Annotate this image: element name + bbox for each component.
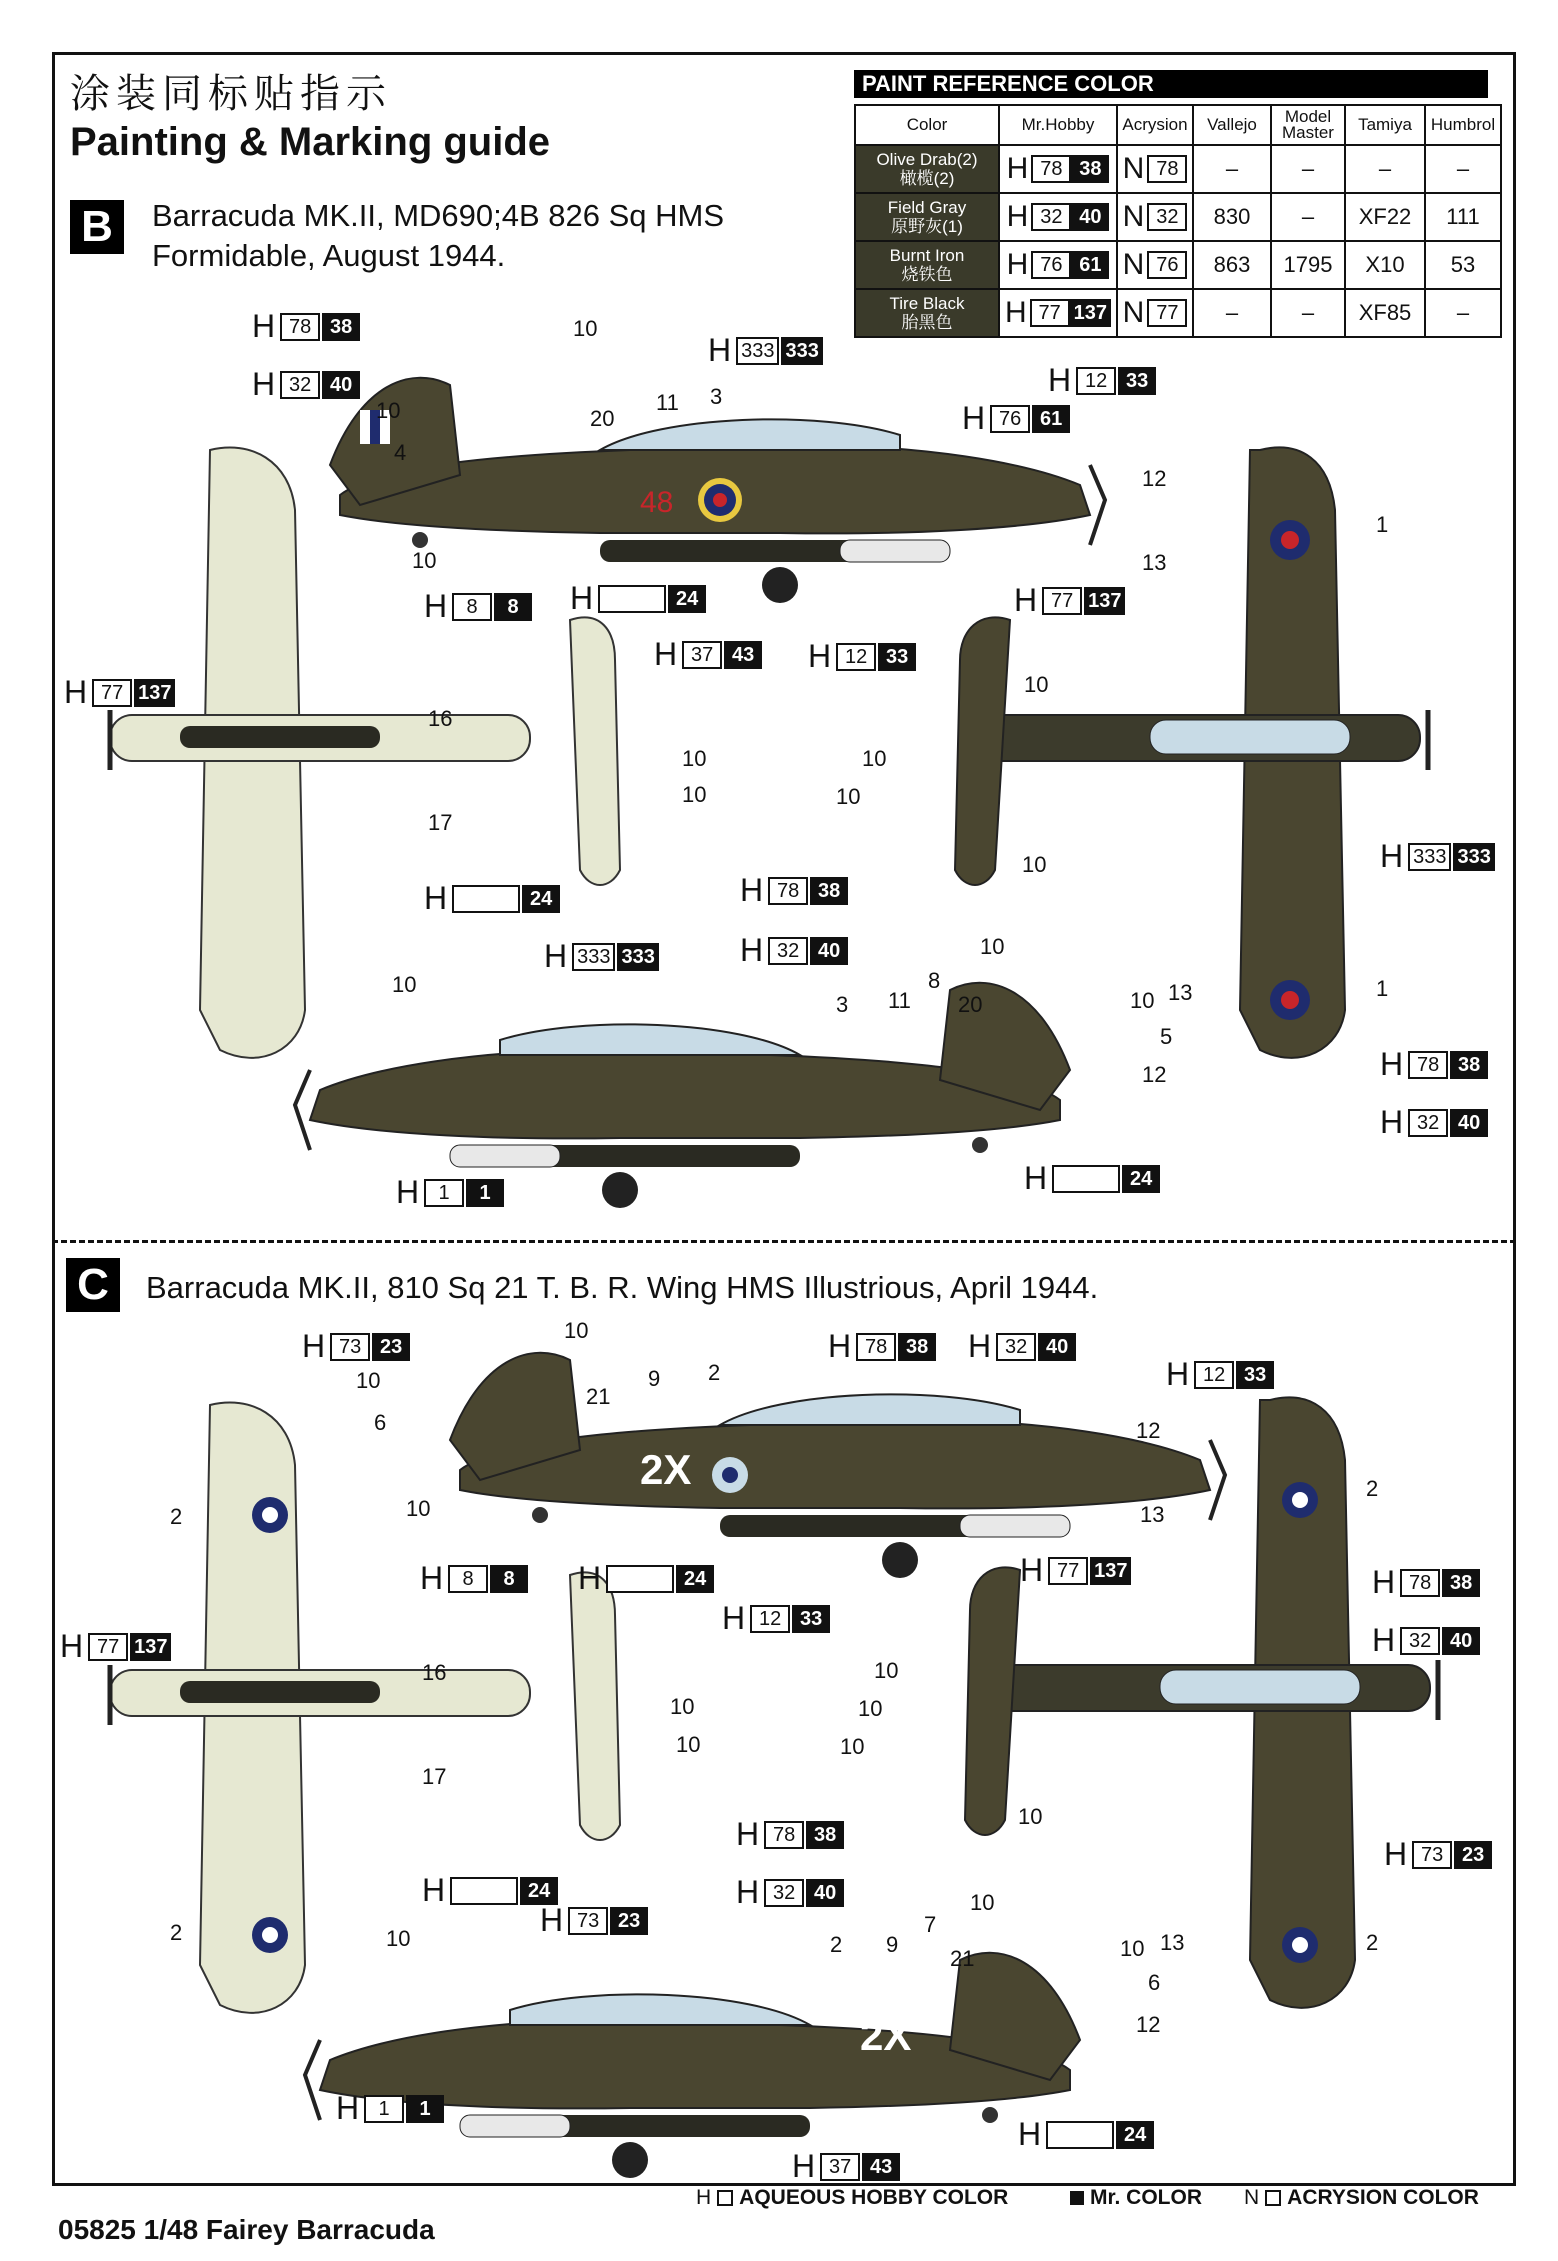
mr-color-code: 24 xyxy=(522,885,560,913)
mr-color-code: 23 xyxy=(610,1907,648,1935)
hobby-code: 77 xyxy=(92,679,132,707)
h-prefix: H xyxy=(740,932,764,968)
part-number: 13 xyxy=(1168,980,1193,1005)
paint-callout xyxy=(544,938,659,975)
hobby-code: 32 xyxy=(280,371,320,399)
n-prefix: N xyxy=(1122,200,1145,233)
col-acrysion: Acrysion xyxy=(1117,105,1193,145)
part-number: 10 xyxy=(356,1368,381,1393)
scheme-c-right-side-view xyxy=(305,1953,1080,2178)
mr-color-code: 33 xyxy=(1118,367,1156,395)
hobby-code: 8 xyxy=(448,1565,488,1593)
part-number: 20 xyxy=(590,406,615,431)
part-number: 10 xyxy=(412,548,437,573)
part-number: 12 xyxy=(1142,466,1167,491)
part-number: 1 xyxy=(1376,512,1389,537)
part-number: 2 xyxy=(708,1360,721,1385)
paint-callout xyxy=(396,1174,504,1211)
color-name-cn: 原野灰(1) xyxy=(891,217,963,236)
part-number: 10 xyxy=(386,1926,411,1951)
h-prefix: H xyxy=(1006,152,1029,185)
h-prefix: H xyxy=(578,1560,602,1596)
paint-callout xyxy=(1048,362,1156,399)
h-prefix: H xyxy=(540,1902,564,1938)
part-number: 20 xyxy=(958,992,983,1017)
legend-mr-color xyxy=(1070,2186,1202,2210)
h-prefix: H xyxy=(1048,362,1072,398)
h-prefix: H xyxy=(808,638,832,674)
paint-callout xyxy=(968,1328,1076,1365)
n-prefix: N xyxy=(1122,152,1145,185)
paint-callout xyxy=(570,580,706,617)
paint-table-title: PAINT REFERENCE COLOR xyxy=(854,70,1488,98)
scheme-c-fuselage-code-left: 2X xyxy=(640,1446,692,1493)
part-number: 10 xyxy=(862,746,887,771)
h-prefix: H xyxy=(252,308,276,344)
part-number: 13 xyxy=(1160,1930,1185,1955)
hobby-code: 32 xyxy=(1408,1109,1448,1137)
paint-callout xyxy=(302,1328,410,1365)
paint-callout xyxy=(1024,1160,1160,1197)
col-model-master: Model Master xyxy=(1271,105,1345,145)
col-mr-hobby: Mr.Hobby xyxy=(999,105,1117,145)
part-number: 10 xyxy=(874,1658,899,1683)
humbrol-cell: 53 xyxy=(1425,241,1501,289)
checkbox-icon xyxy=(717,2190,733,2206)
part-number: 10 xyxy=(1130,988,1155,1013)
paint-callout xyxy=(1372,1564,1480,1601)
h-prefix: H xyxy=(722,1600,746,1636)
scheme-c-description: Barracuda MK.II, 810 Sq 21 T. B. R. Wing HMS Illustrious, April 1944. xyxy=(146,1270,1099,1305)
paint-callout xyxy=(828,1328,936,1365)
paint-callout xyxy=(420,1560,528,1597)
h-prefix: H xyxy=(424,880,448,916)
mr-color-code: 137 xyxy=(1084,587,1125,615)
h-prefix: H xyxy=(1372,1564,1396,1600)
vallejo-cell: 830 xyxy=(1193,193,1271,241)
white-swatch xyxy=(598,585,666,613)
hobby-code: 333 xyxy=(572,943,615,971)
mr-color-code: 40 xyxy=(806,1879,844,1907)
paint-callout xyxy=(252,366,360,403)
mr-color-code: 38 xyxy=(1442,1569,1480,1597)
mr-color-code: 38 xyxy=(810,877,848,905)
h-prefix: H xyxy=(396,1174,420,1210)
h-prefix: H xyxy=(736,1816,760,1852)
part-number: 10 xyxy=(1024,672,1049,697)
hobby-code: 32 xyxy=(1400,1627,1440,1655)
paint-callout xyxy=(962,400,1070,437)
mr-color-code: 23 xyxy=(372,1333,410,1361)
white-swatch xyxy=(452,885,520,913)
legend-acrysion xyxy=(1244,2186,1479,2210)
mr-color-code: 43 xyxy=(862,2153,900,2181)
hobby-code: 78 xyxy=(856,1333,896,1361)
part-number: 10 xyxy=(564,1318,589,1343)
hobby-code: 78 xyxy=(280,313,320,341)
legend-aqueous-label: AQUEOUS HOBBY COLOR xyxy=(739,2186,1009,2209)
part-number: 6 xyxy=(1148,1970,1161,1995)
acrysion-code: 78 xyxy=(1147,155,1187,183)
h-prefix: H xyxy=(968,1328,992,1364)
part-number: 8 xyxy=(928,968,941,993)
part-number: 6 xyxy=(374,1410,387,1435)
h-prefix: H xyxy=(654,636,678,672)
part-number: 17 xyxy=(428,810,453,835)
mr-color-code: 137 xyxy=(1090,1557,1131,1585)
acrysion-code: 77 xyxy=(1147,299,1187,327)
scheme-c-left-side-view xyxy=(450,1353,1225,1578)
part-number: 21 xyxy=(586,1384,611,1409)
hobby-code: 32 xyxy=(764,1879,804,1907)
hobby-code: 37 xyxy=(820,2153,860,2181)
paint-callout xyxy=(654,636,762,673)
h-prefix: H xyxy=(828,1328,852,1364)
white-swatch xyxy=(1052,1165,1120,1193)
paint-callout xyxy=(60,1628,171,1665)
hobby-code: 73 xyxy=(330,1333,370,1361)
paint-callout xyxy=(64,674,175,711)
tamiya-cell: XF22 xyxy=(1345,193,1425,241)
col-color: Color xyxy=(855,105,999,145)
color-name-cn: 胎黑色 xyxy=(901,313,953,332)
part-number: 21 xyxy=(950,1946,975,1971)
mr-color-code: 8 xyxy=(494,593,532,621)
paint-callout xyxy=(1380,1046,1488,1083)
part-number: 3 xyxy=(836,992,849,1017)
hobby-code: 37 xyxy=(682,641,722,669)
title-chinese: 涂装同标贴指示 xyxy=(70,71,392,117)
part-number: 7 xyxy=(924,1912,937,1937)
part-number: 2 xyxy=(1366,1476,1379,1501)
humbrol-cell: – xyxy=(1425,289,1501,337)
part-number: 10 xyxy=(1022,852,1047,877)
mr-color-code: 8 xyxy=(490,1565,528,1593)
color-name-cn: 烧铁色 xyxy=(901,265,953,284)
col-humbrol: Humbrol xyxy=(1425,105,1501,145)
part-number: 13 xyxy=(1142,550,1167,575)
paint-callout xyxy=(736,1874,844,1911)
acrysion-code: 32 xyxy=(1147,203,1187,231)
h-prefix: H xyxy=(1166,1356,1190,1392)
h-prefix: H xyxy=(60,1628,84,1664)
mr-color-code: 38 xyxy=(1071,155,1109,183)
vallejo-cell: – xyxy=(1193,145,1271,193)
paint-callout xyxy=(1380,838,1495,875)
hobby-code: 77 xyxy=(1030,299,1070,327)
part-number: 13 xyxy=(1140,1502,1165,1527)
h-prefix: H xyxy=(1384,1836,1408,1872)
hobby-code: 78 xyxy=(768,877,808,905)
part-number: 12 xyxy=(1136,2012,1161,2037)
h-prefix: H xyxy=(1380,1104,1404,1140)
paint-callout xyxy=(424,588,532,625)
part-number: 10 xyxy=(970,1890,995,1915)
n-prefix: N xyxy=(1122,248,1145,281)
humbrol-cell: 111 xyxy=(1425,193,1501,241)
legend-acrysion-label: ACRYSION COLOR xyxy=(1287,2186,1479,2209)
h-prefix: H xyxy=(570,580,594,616)
mr-color-code: 61 xyxy=(1071,251,1109,279)
title-english: Painting & Marking guide xyxy=(70,120,551,164)
h-prefix: H xyxy=(252,366,276,402)
part-number: 10 xyxy=(392,972,417,997)
scheme-b-badge: B xyxy=(70,200,124,254)
mr-color-code: 33 xyxy=(1236,1361,1274,1389)
h-prefix: H xyxy=(792,2148,816,2184)
h-prefix: H xyxy=(1380,838,1404,874)
paint-callout xyxy=(740,872,848,909)
part-number: 10 xyxy=(682,746,707,771)
hobby-code: 77 xyxy=(1048,1557,1088,1585)
hobby-code: 77 xyxy=(1042,587,1082,615)
mr-color-code: 40 xyxy=(810,937,848,965)
legend-n-symbol: N xyxy=(1244,2186,1260,2209)
mr-color-code: 40 xyxy=(1038,1333,1076,1361)
paint-callout xyxy=(740,932,848,969)
model-master-cell: – xyxy=(1271,145,1345,193)
acrysion-code: 76 xyxy=(1147,251,1187,279)
mr-color-code: 137 xyxy=(1070,299,1111,327)
h-prefix: H xyxy=(422,1872,446,1908)
white-swatch xyxy=(606,1565,674,1593)
hobby-code: 32 xyxy=(768,937,808,965)
mr-color-code: 40 xyxy=(322,371,360,399)
part-number: 9 xyxy=(648,1366,661,1391)
hobby-code: 76 xyxy=(990,405,1030,433)
part-number: 10 xyxy=(980,934,1005,959)
color-name-cn: 橄榄(2) xyxy=(899,169,955,188)
h-prefix: H xyxy=(64,674,88,710)
paint-callout xyxy=(808,638,916,675)
part-number: 4 xyxy=(394,440,407,465)
part-number: 10 xyxy=(676,1732,701,1757)
paint-callout xyxy=(1372,1622,1480,1659)
hobby-code: 12 xyxy=(1076,367,1116,395)
mr-color-code: 333 xyxy=(781,337,822,365)
paint-callout xyxy=(1014,582,1125,619)
color-name-en: Olive Drab(2) xyxy=(876,150,978,169)
vallejo-cell: 863 xyxy=(1193,241,1271,289)
hobby-code: 1 xyxy=(364,2095,404,2123)
color-name-en: Tire Black xyxy=(889,294,965,313)
color-name-en: Field Gray xyxy=(887,198,967,217)
mr-color-code: 24 xyxy=(520,1877,558,1905)
mr-color-code: 38 xyxy=(1450,1051,1488,1079)
mr-color-code: 33 xyxy=(878,643,916,671)
checkbox-icon xyxy=(1265,2190,1281,2206)
part-number: 2 xyxy=(830,1932,843,1957)
part-number: 1 xyxy=(1376,976,1389,1001)
h-prefix: H xyxy=(1018,2116,1042,2152)
hobby-code: 12 xyxy=(836,643,876,671)
hobby-code: 76 xyxy=(1031,251,1071,279)
mr-color-code: 40 xyxy=(1071,203,1109,231)
h-prefix: H xyxy=(1006,248,1029,281)
hobby-code: 78 xyxy=(1408,1051,1448,1079)
paint-callout xyxy=(578,1560,714,1597)
scheme-b-line2: Formidable, August 1944. xyxy=(152,238,506,273)
mr-color-code: 40 xyxy=(1450,1109,1488,1137)
paint-callout xyxy=(1166,1356,1274,1393)
hobby-code: 77 xyxy=(88,1633,128,1661)
mr-color-code: 24 xyxy=(668,585,706,613)
mr-color-code: 137 xyxy=(134,679,175,707)
mr-color-code: 24 xyxy=(676,1565,714,1593)
vallejo-cell: – xyxy=(1193,289,1271,337)
paint-callout xyxy=(252,308,360,345)
hobby-code: 8 xyxy=(452,593,492,621)
paint-callout xyxy=(422,1872,558,1909)
paint-callout xyxy=(1380,1104,1488,1141)
mr-color-code: 61 xyxy=(1032,405,1070,433)
part-number: 10 xyxy=(406,1496,431,1521)
part-number: 2 xyxy=(1366,1930,1379,1955)
tamiya-cell: – xyxy=(1345,145,1425,193)
paint-callout xyxy=(722,1600,830,1637)
n-prefix: N xyxy=(1122,296,1145,329)
col-tamiya: Tamiya xyxy=(1345,105,1425,145)
hobby-code: 333 xyxy=(1408,843,1451,871)
hobby-code: 73 xyxy=(1412,1841,1452,1869)
mr-color-code: 33 xyxy=(792,1605,830,1633)
scheme-b-topside-view xyxy=(955,448,1428,1058)
mr-color-code: 1 xyxy=(466,1179,504,1207)
hobby-code: 78 xyxy=(1400,1569,1440,1597)
white-swatch xyxy=(450,1877,518,1905)
h-prefix: H xyxy=(1004,296,1027,329)
footer-product-code: 05825 1/48 Fairey Barracuda xyxy=(58,2214,435,2245)
hobby-code: 78 xyxy=(1031,155,1071,183)
paint-callout xyxy=(708,332,823,369)
paint-callout xyxy=(336,2090,444,2127)
hobby-code: 73 xyxy=(568,1907,608,1935)
part-number: 9 xyxy=(886,1932,899,1957)
part-number: 10 xyxy=(1018,1804,1043,1829)
model-master-cell: – xyxy=(1271,193,1345,241)
mr-color-code: 23 xyxy=(1454,1841,1492,1869)
model-master-cell: – xyxy=(1271,289,1345,337)
mr-color-code: 24 xyxy=(1116,2121,1154,2149)
mr-color-code: 40 xyxy=(1442,1627,1480,1655)
hobby-code: 32 xyxy=(996,1333,1036,1361)
mr-color-code: 38 xyxy=(806,1821,844,1849)
hobby-code: 1 xyxy=(424,1179,464,1207)
color-name-en: Burnt Iron xyxy=(889,246,965,265)
part-number: 2 xyxy=(170,1920,183,1945)
mr-color-code: 333 xyxy=(1453,843,1494,871)
mr-color-code: 38 xyxy=(322,313,360,341)
paint-callout xyxy=(792,2148,900,2185)
h-prefix: H xyxy=(740,872,764,908)
h-prefix: H xyxy=(962,400,986,436)
part-number: 5 xyxy=(1160,1024,1173,1049)
h-prefix: H xyxy=(420,1560,444,1596)
paint-callout xyxy=(424,880,560,917)
part-number: 16 xyxy=(422,1660,447,1685)
mr-color-code: 333 xyxy=(617,943,658,971)
part-number: 12 xyxy=(1142,1062,1167,1087)
h-prefix: H xyxy=(1024,1160,1048,1196)
legend-mr-color-label: Mr. COLOR xyxy=(1090,2186,1203,2209)
mr-color-code: 137 xyxy=(130,1633,171,1661)
h-prefix: H xyxy=(1014,582,1038,618)
part-number: 17 xyxy=(422,1764,447,1789)
part-number: 10 xyxy=(858,1696,883,1721)
paint-callout xyxy=(1018,2116,1154,2153)
legend-aqueous xyxy=(696,2186,1008,2210)
scheme-b-fuselage-code-left: 48 xyxy=(640,486,674,519)
h-prefix: H xyxy=(1020,1552,1044,1588)
mr-color-code: 43 xyxy=(724,641,762,669)
col-vallejo: Vallejo xyxy=(1193,105,1271,145)
scheme-c-badge: C xyxy=(66,1258,120,1312)
part-number: 11 xyxy=(888,988,911,1013)
h-prefix: H xyxy=(736,1874,760,1910)
part-number: 10 xyxy=(573,316,598,341)
white-swatch xyxy=(1046,2121,1114,2149)
part-number: 10 xyxy=(670,1694,695,1719)
hobby-code: 12 xyxy=(750,1605,790,1633)
tamiya-cell: XF85 xyxy=(1345,289,1425,337)
humbrol-cell: – xyxy=(1425,145,1501,193)
scheme-c-fuselage-code-right: 2X xyxy=(860,2012,912,2059)
tamiya-cell: X10 xyxy=(1345,241,1425,289)
part-number: 12 xyxy=(1136,1418,1161,1443)
h-prefix: H xyxy=(544,938,568,974)
hobby-code: 333 xyxy=(736,337,779,365)
mr-color-code: 1 xyxy=(406,2095,444,2123)
h-prefix: H xyxy=(1006,200,1029,233)
hobby-code: 78 xyxy=(764,1821,804,1849)
paint-callout xyxy=(1020,1552,1131,1589)
paint-callout xyxy=(736,1816,844,1853)
hobby-code: 12 xyxy=(1194,1361,1234,1389)
part-number: 10 xyxy=(376,398,401,423)
h-prefix: H xyxy=(424,588,448,624)
mr-color-code: 38 xyxy=(898,1333,936,1361)
scheme-b-line1: Barracuda MK.II, MD690;4B 826 Sq HMS xyxy=(152,198,725,233)
part-number: 16 xyxy=(428,706,453,731)
part-number: 10 xyxy=(840,1734,865,1759)
h-prefix: H xyxy=(1372,1622,1396,1658)
part-number: 10 xyxy=(1120,1936,1145,1961)
part-number: 2 xyxy=(170,1504,183,1529)
h-prefix: H xyxy=(336,2090,360,2126)
hobby-code: 32 xyxy=(1031,203,1071,231)
h-prefix: H xyxy=(1380,1046,1404,1082)
part-number: 3 xyxy=(710,384,723,409)
mr-color-code: 24 xyxy=(1122,1165,1160,1193)
paint-callout xyxy=(540,1902,648,1939)
paint-callout xyxy=(1384,1836,1492,1873)
mr-color-icon xyxy=(1070,2191,1084,2205)
part-number: 11 xyxy=(656,390,679,415)
h-prefix: H xyxy=(302,1328,326,1364)
legend-h-symbol: H xyxy=(696,2186,712,2209)
part-number: 10 xyxy=(682,782,707,807)
part-number: 10 xyxy=(836,784,861,809)
h-prefix: H xyxy=(708,332,732,368)
model-master-cell: 1795 xyxy=(1271,241,1345,289)
